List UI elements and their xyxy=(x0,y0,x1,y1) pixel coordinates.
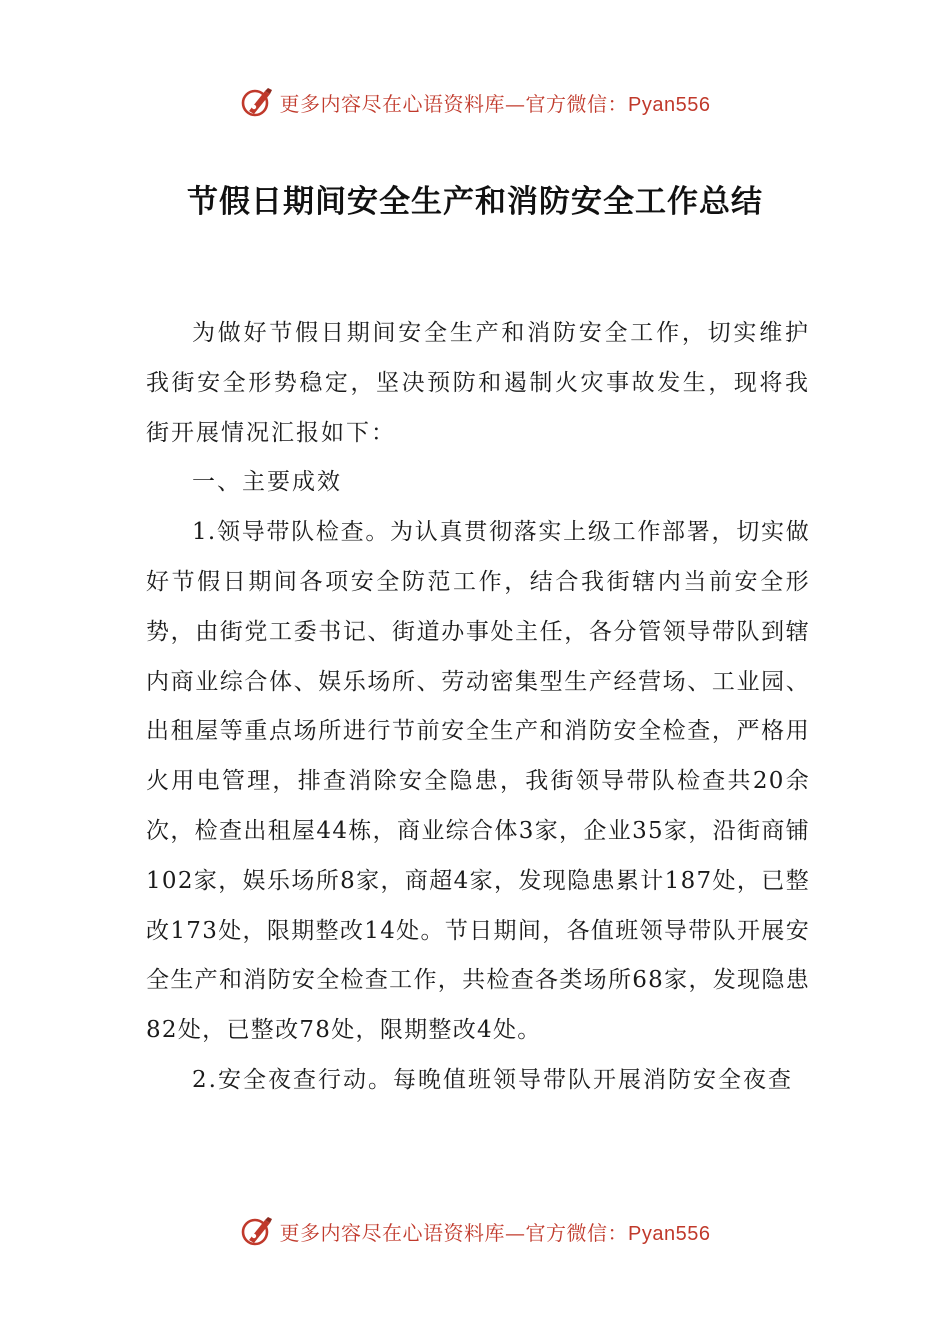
pen-nib-circle-icon xyxy=(240,85,274,119)
document-body xyxy=(146,309,810,1106)
section-heading: 一、主要成效 xyxy=(192,469,342,496)
document-title: 节假日期间安全生产和消防安全工作总结 xyxy=(187,184,763,220)
body-paragraph: 2.安全夜查行动。每晚值班领导带队开展消防安全夜查 xyxy=(192,1066,793,1093)
intro-paragraph: 为做好节假日期间安全生产和消防安全工作，切实维护我街安全形势稳定，坚决预防和遏制火灾事故发生，现将我街开展情况汇报如下： xyxy=(146,320,810,446)
body-paragraph: 1.领导带队检查。为认真贯彻落实上级工作部署，切实做好节假日期间各项安全防范工作，结合我街辖内当前安全形势，由街党工委书记、街道办事处主任，各分管领导带队到辖内商业综合体、娱乐场所、劳动密集型生产经营场、工业园、出租屋等重点场所进行节前安全生产和消防安全检查，严格用火用电管理，排查消除安全隐患，我街领导带队检查共20余次，检查出租屋44栋，商业综合体3家，企业35家，沿街商铺102家，娱乐场所8家，商超4家，发现隐患累计187处，已整改173处，限期整改14处。节日期间，各值班领导带队开展安全生产和消防安全检查工作，共检查各类场所68家，发现隐患82处，已整改78处，限期整改4处。 xyxy=(146,519,810,1044)
pen-nib-circle-icon xyxy=(240,1214,274,1248)
watermark-text: 更多内容尽在心语资料库—官方微信：Pyan556 xyxy=(279,1220,711,1245)
watermark-banner-bottom xyxy=(0,1211,950,1251)
watermark-text: 更多内容尽在心语资料库—官方微信：Pyan556 xyxy=(279,91,711,116)
watermark-banner-top xyxy=(0,82,950,122)
